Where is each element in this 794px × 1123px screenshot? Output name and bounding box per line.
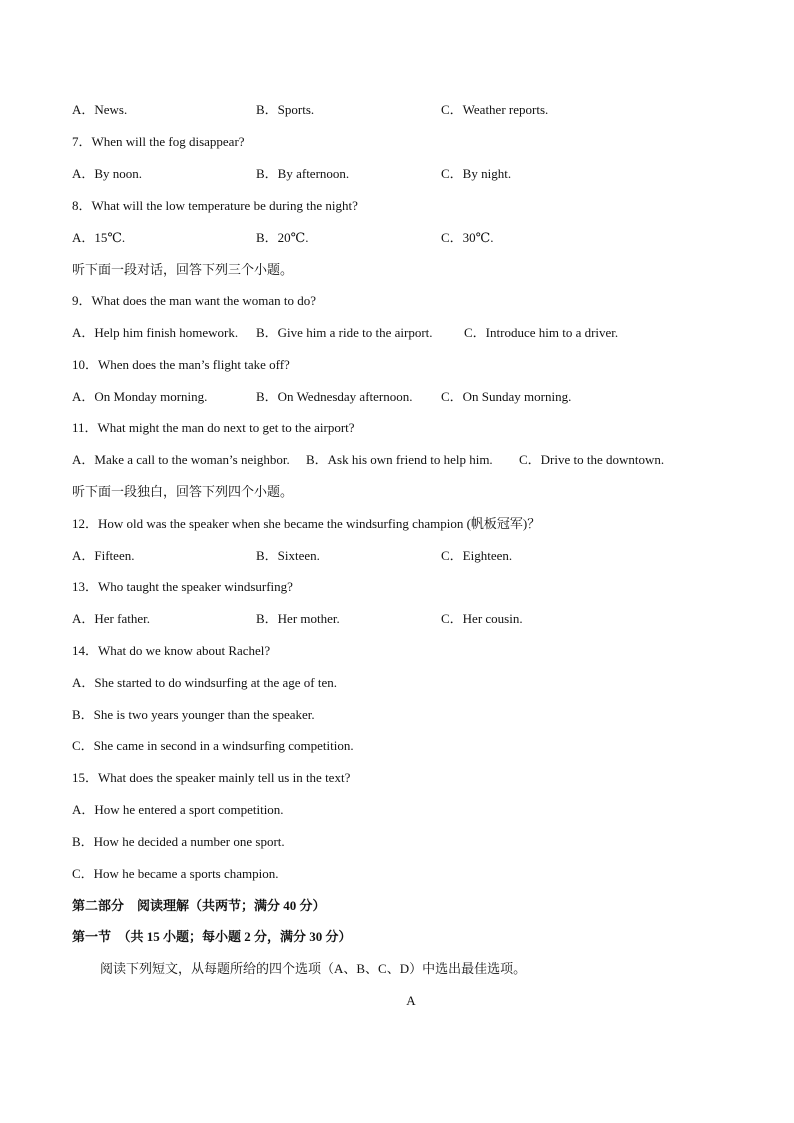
q13-option-b: B．Her mother. (256, 611, 340, 626)
q15-option-a: A．How he entered a sport competition. (72, 802, 284, 817)
q6-option-a: A．News. (72, 102, 128, 117)
section1-heading: 第一节 （共 15 小题；每小题 2 分，满分 30 分） (72, 929, 352, 944)
question-11: 11．What might the man do next to get to the airport? (72, 420, 355, 435)
q12-option-c: C．Eighteen. (441, 548, 513, 563)
q8-option-a: A．15℃. (72, 230, 126, 245)
reading-instruction: 阅读下列短文，从每题所给的四个选项（A、B、C、D）中选出最佳选项。 (100, 961, 527, 976)
part2-heading: 第二部分 阅读理解（共两节；满分 40 分） (72, 898, 326, 913)
q10-option-c: C．On Sunday morning. (441, 389, 572, 404)
q14-option-b: B．She is two years younger than the speaker. (72, 707, 315, 722)
question-13: 13．Who taught the speaker windsurfing? (72, 579, 293, 594)
q13-option-a: A．Her father. (72, 611, 150, 626)
monologue-instruction: 听下面一段独白，回答下列四个小题。 (72, 484, 294, 499)
q8-option-c: C．30℃. (441, 230, 494, 245)
q6-option-b: B．Sports. (256, 102, 315, 117)
q10-option-b: B．On Wednesday afternoon. (256, 389, 413, 404)
q15-option-c: C．How he became a sports champion. (72, 866, 279, 881)
q11-option-c: C．Drive to the downtown. (519, 452, 665, 467)
passage-label: A (406, 993, 416, 1008)
question-7: 7．When will the fog disappear? (72, 134, 245, 149)
question-12: 12．How old was the speaker when she became the windsurfing champion (帆板冠军)？ (72, 516, 541, 531)
q12-option-b: B．Sixteen. (256, 548, 320, 563)
q15-option-b: B．How he decided a number one sport. (72, 834, 285, 849)
q9-option-b: B．Give him a ride to the airport. (256, 325, 433, 340)
question-9: 9．What does the man want the woman to do? (72, 293, 317, 308)
q9-option-a: A．Help him finish homework. (72, 325, 239, 340)
q14-option-c: C．She came in second in a windsurfing competition. (72, 738, 354, 753)
q11-option-b: B．Ask his own friend to help him. (306, 452, 493, 467)
q7-option-b: B．By afternoon. (256, 166, 350, 181)
q9-option-c: C．Introduce him to a driver. (464, 325, 619, 340)
question-8: 8．What will the low temperature be during the night? (72, 198, 358, 213)
q7-option-c: C．By night. (441, 166, 512, 181)
q14-option-a: A．She started to do windsurfing at the age of ten. (72, 675, 337, 690)
dialog-instruction: 听下面一段对话，回答下列三个小题。 (72, 262, 294, 277)
q6-option-c: C．Weather reports. (441, 102, 549, 117)
question-10: 10．When does the man’s flight take off? (72, 357, 290, 372)
question-14: 14．What do we know about Rachel? (72, 643, 271, 658)
q11-option-a: A．Make a call to the woman’s neighbor. (72, 452, 290, 467)
question-15: 15．What does the speaker mainly tell us in the text? (72, 770, 351, 785)
q7-option-a: A．By noon. (72, 166, 143, 181)
q8-option-b: B．20℃. (256, 230, 309, 245)
q13-option-c: C．Her cousin. (441, 611, 523, 626)
q12-option-a: A．Fifteen. (72, 548, 135, 563)
q10-option-a: A．On Monday morning. (72, 389, 208, 404)
